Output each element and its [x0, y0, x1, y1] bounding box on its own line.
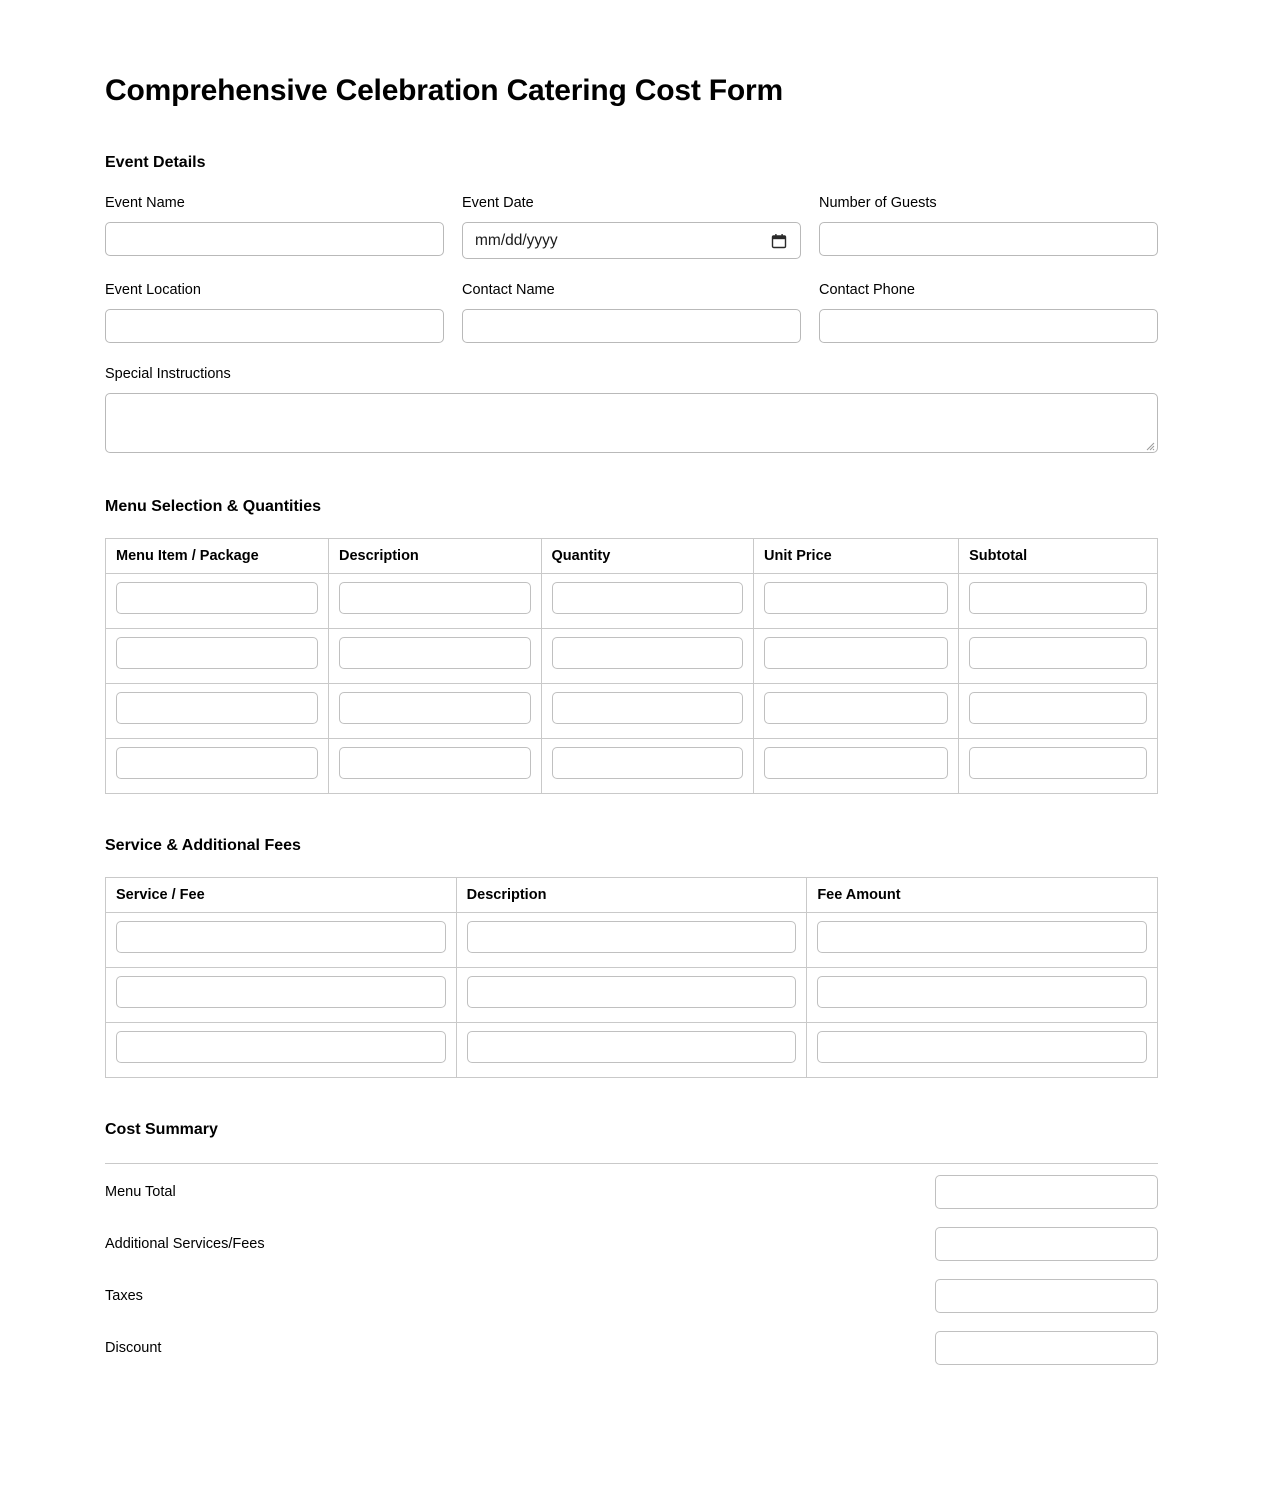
event-name-input[interactable] [105, 222, 444, 256]
taxes-input[interactable] [935, 1279, 1158, 1313]
fees-cell-amount [807, 968, 1158, 1023]
menu-col-header-unit-price: Unit Price [754, 538, 959, 573]
menu-cell-subtotal [959, 738, 1158, 793]
fees-cell-description [456, 968, 807, 1023]
label-event-location: Event Location [105, 282, 201, 299]
menu-subtotal-input[interactable] [969, 637, 1147, 669]
menu-unit-price-input[interactable] [764, 637, 948, 669]
summary-row-menu-total [105, 1164, 1158, 1216]
event-details-row-1 [105, 194, 1158, 259]
menu-cell-subtotal [959, 573, 1158, 628]
label-special-instructions: Special Instructions [105, 365, 231, 382]
menu-col-header-description: Description [329, 538, 542, 573]
menu-cell-quantity [541, 738, 754, 793]
menu-item-input[interactable] [116, 582, 318, 614]
section-heading-service-fees: Service & Additional Fees [105, 836, 301, 854]
contact-phone-input[interactable] [819, 309, 1158, 343]
menu-description-input[interactable] [339, 582, 531, 614]
menu-col-header-item: Menu Item / Package [106, 538, 329, 573]
fee-amount-input[interactable] [817, 921, 1147, 953]
calendar-icon[interactable] [771, 233, 787, 249]
event-date-placeholder: mm/dd/yyyy [475, 231, 558, 249]
fee-description-input[interactable] [467, 976, 797, 1008]
fees-col-header-amount: Fee Amount [807, 878, 1158, 913]
fees-col-header-service: Service / Fee [106, 878, 457, 913]
fees-cell-service [106, 913, 457, 968]
summary-label-menu-total: Menu Total [105, 1183, 176, 1200]
section-cost-summary [105, 1120, 1158, 1372]
menu-cell-quantity [541, 628, 754, 683]
section-service-fees [105, 836, 1158, 1078]
fees-table-body [106, 913, 1158, 1078]
service-fees-table [105, 877, 1158, 1078]
field-contact-phone [819, 281, 1158, 343]
field-event-location [105, 281, 444, 343]
menu-table-head [106, 538, 1158, 573]
summary-label-additional-fees: Additional Services/Fees [105, 1235, 265, 1252]
menu-cell-item [106, 683, 329, 738]
number-of-guests-input[interactable] [819, 222, 1158, 256]
fees-table-header-row [106, 878, 1158, 913]
menu-unit-price-input[interactable] [764, 692, 948, 724]
event-details-row-3 [105, 365, 1158, 453]
label-contact-name: Contact Name [462, 282, 555, 299]
fee-amount-input[interactable] [817, 1031, 1147, 1063]
fees-cell-service [106, 1023, 457, 1078]
menu-subtotal-input[interactable] [969, 747, 1147, 779]
table-row [106, 573, 1158, 628]
menu-description-input[interactable] [339, 692, 531, 724]
fees-cell-amount [807, 913, 1158, 968]
fees-cell-amount [807, 1023, 1158, 1078]
menu-item-input[interactable] [116, 747, 318, 779]
menu-unit-price-input[interactable] [764, 747, 948, 779]
menu-quantity-input[interactable] [552, 582, 744, 614]
menu-cell-unit-price [754, 683, 959, 738]
menu-total-input[interactable] [935, 1175, 1158, 1209]
label-number-of-guests: Number of Guests [819, 195, 937, 212]
menu-subtotal-input[interactable] [969, 692, 1147, 724]
section-heading-menu-selection: Menu Selection & Quantities [105, 497, 322, 515]
menu-cell-description [329, 683, 542, 738]
table-row [106, 628, 1158, 683]
contact-name-input[interactable] [462, 309, 801, 343]
field-special-instructions [105, 365, 1158, 453]
page-title: Comprehensive Celebration Catering Cost Form [105, 74, 783, 107]
menu-items-table [105, 538, 1158, 794]
fees-col-header-description: Description [456, 878, 807, 913]
section-heading-event-details: Event Details [105, 154, 206, 171]
additional-fees-input[interactable] [935, 1227, 1158, 1261]
menu-cell-unit-price [754, 628, 959, 683]
field-event-date [462, 194, 801, 259]
label-event-date: Event Date [462, 195, 534, 212]
menu-cell-description [329, 573, 542, 628]
summary-row-additional-fees [105, 1216, 1158, 1268]
menu-col-header-quantity: Quantity [541, 538, 754, 573]
menu-table-body [106, 573, 1158, 793]
menu-subtotal-input[interactable] [969, 582, 1147, 614]
event-location-input[interactable] [105, 309, 444, 343]
menu-cell-unit-price [754, 573, 959, 628]
menu-unit-price-input[interactable] [764, 582, 948, 614]
special-instructions-textarea[interactable] [105, 393, 1158, 453]
menu-cell-item [106, 573, 329, 628]
summary-row-discount [105, 1320, 1158, 1372]
event-details-row-2 [105, 281, 1158, 343]
event-date-wrapper [462, 222, 801, 259]
table-row [106, 968, 1158, 1023]
menu-cell-description [329, 738, 542, 793]
summary-label-discount: Discount [105, 1339, 162, 1356]
fees-table-head [106, 878, 1158, 913]
label-contact-phone: Contact Phone [819, 282, 915, 299]
fee-amount-input[interactable] [817, 976, 1147, 1008]
label-event-name: Event Name [105, 195, 185, 212]
fee-description-input[interactable] [467, 921, 797, 953]
fee-service-input[interactable] [116, 921, 446, 953]
summary-row-taxes [105, 1268, 1158, 1320]
section-heading-cost-summary: Cost Summary [105, 1121, 218, 1139]
fees-cell-description [456, 913, 807, 968]
fee-service-input[interactable] [116, 976, 446, 1008]
menu-table-header-row [106, 538, 1158, 573]
menu-description-input[interactable] [339, 637, 531, 669]
menu-cell-unit-price [754, 738, 959, 793]
table-row [106, 913, 1158, 968]
fee-service-input[interactable] [116, 1031, 446, 1063]
summary-label-taxes: Taxes [105, 1287, 143, 1304]
fees-cell-description [456, 1023, 807, 1078]
menu-cell-subtotal [959, 683, 1158, 738]
discount-input[interactable] [935, 1331, 1158, 1365]
menu-quantity-input[interactable] [552, 637, 744, 669]
menu-cell-quantity [541, 573, 754, 628]
section-menu-selection [105, 497, 1158, 794]
menu-cell-item [106, 738, 329, 793]
resize-grip-icon[interactable] [1143, 438, 1155, 450]
fees-cell-service [106, 968, 457, 1023]
menu-item-input[interactable] [116, 692, 318, 724]
menu-col-header-subtotal: Subtotal [959, 538, 1158, 573]
table-row [106, 1023, 1158, 1078]
menu-item-input[interactable] [116, 637, 318, 669]
fee-description-input[interactable] [467, 1031, 797, 1063]
menu-cell-subtotal [959, 628, 1158, 683]
field-event-name [105, 194, 444, 259]
section-event-details [105, 153, 1158, 453]
menu-description-input[interactable] [339, 747, 531, 779]
event-date-input[interactable] [462, 222, 801, 259]
menu-cell-description [329, 628, 542, 683]
menu-cell-item [106, 628, 329, 683]
menu-quantity-input[interactable] [552, 692, 744, 724]
table-row [106, 738, 1158, 793]
field-number-of-guests [819, 194, 1158, 259]
menu-quantity-input[interactable] [552, 747, 744, 779]
field-contact-name [462, 281, 801, 343]
table-row [106, 683, 1158, 738]
menu-cell-quantity [541, 683, 754, 738]
